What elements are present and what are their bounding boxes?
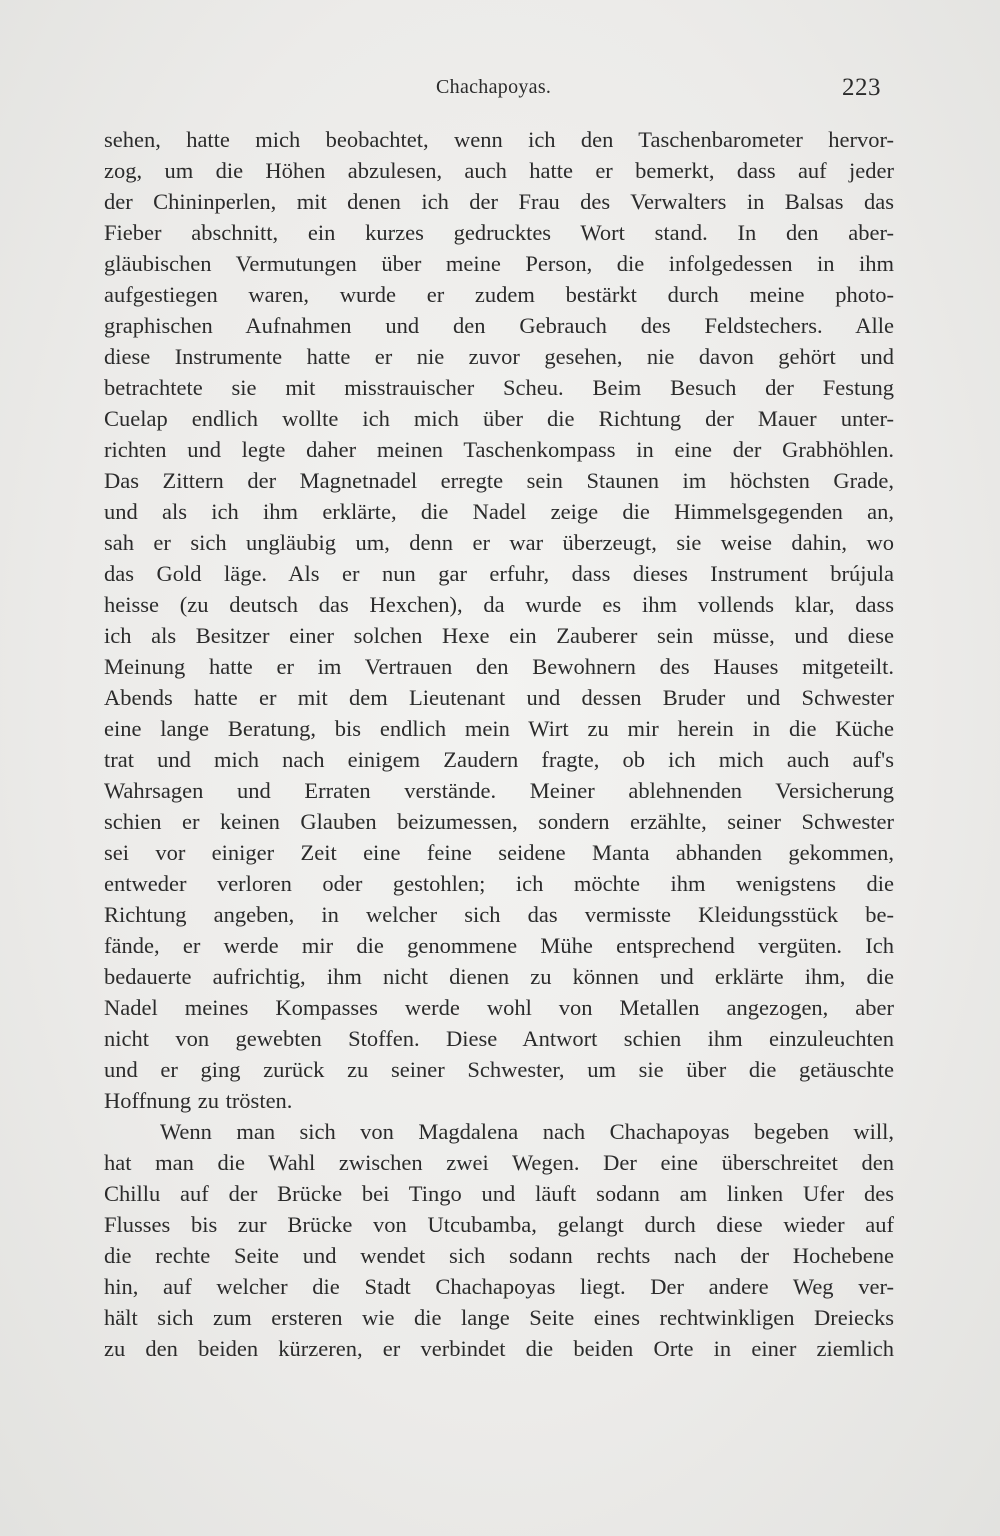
text-line: zog, um die Höhen abzulesen, auch hatte er bemerkt, dass auf jeder — [104, 158, 894, 183]
text-line: hält sich zum ersteren wie die lange Seite eines rechtwinkligen Dreiecks — [104, 1305, 894, 1330]
text-line: Nadel meines Kompasses werde wohl von Metallen angezogen, aber — [104, 995, 894, 1020]
text-line: eine lange Beratung, bis endlich mein Wirt zu mir herein in die Küche — [104, 716, 894, 741]
text-line: diese Instrumente hatte er nie zuvor gesehen, nie davon gehört und — [104, 344, 894, 369]
text-line: aufgestiegen waren, wurde er zudem bestärkt durch meine photo- — [104, 282, 894, 307]
text-line: das Gold läge. Als er nun gar erfuhr, dass dieses Instrument brújula — [104, 561, 894, 586]
text-line: entweder verloren oder gestohlen; ich möchte ihm wenigstens die — [104, 871, 894, 896]
text-line: nicht von gewebten Stoffen. Diese Antwort schien ihm einzuleuchten — [104, 1026, 894, 1051]
text-line: sei vor einiger Zeit eine feine seidene Manta abhanden gekommen, — [104, 840, 894, 865]
text-line: Chillu auf der Brücke bei Tingo und läuft sodann am linken Ufer des — [104, 1181, 894, 1206]
text-line: Meinung hatte er im Vertrauen den Bewohnern des Hauses mitgeteilt. — [104, 654, 894, 679]
text-line: hat man die Wahl zwischen zwei Wegen. Der eine überschreitet den — [104, 1150, 894, 1175]
text-line: die rechte Seite und wendet sich sodann rechts nach der Hochebene — [104, 1243, 894, 1268]
text-line: Abends hatte er mit dem Lieutenant und dessen Bruder und Schwester — [104, 685, 894, 710]
body-text — [104, 124, 894, 1364]
text-line: Richtung angeben, in welcher sich das vermisste Kleidungsstück be- — [104, 902, 894, 927]
text-line: der Chininperlen, mit denen ich der Frau des Verwalters in Balsas das — [104, 189, 894, 214]
text-line: und als ich ihm erklärte, die Nadel zeige die Himmelsgegenden an, — [104, 499, 894, 524]
text-line: graphischen Aufnahmen und den Gebrauch des Feldstechers. Alle — [104, 313, 894, 338]
text-line: Cuelap endlich wollte ich mich über die Richtung der Mauer unter- — [104, 406, 894, 431]
text-line: Das Zittern der Magnetnadel erregte sein Staunen im höchsten Grade, — [104, 468, 894, 493]
running-title: Chachapoyas. — [436, 76, 552, 98]
text-line: gläubischen Vermutungen über meine Person, die infolgedessen in ihm — [104, 251, 894, 276]
text-line: Fieber abschnitt, ein kurzes gedrucktes Wort stand. In den aber- — [104, 220, 894, 245]
text-line: trat und mich nach einigem Zaudern fragte, ob ich mich auch auf's — [104, 747, 894, 772]
page-number: 223 — [842, 74, 881, 101]
paragraph-end-line: Hoffnung zu trösten. — [104, 1088, 293, 1113]
text-line: zu den beiden kürzeren, er verbindet die beiden Orte in einer ziemlich — [104, 1336, 894, 1361]
text-line: fände, er werde mir die genommene Mühe entsprechend vergüten. Ich — [104, 933, 894, 958]
text-line: richten und legte daher meinen Taschenkompass in eine der Grabhöhlen. — [104, 437, 894, 462]
text-line: Wahrsagen und Erraten verstände. Meiner ablehnenden Versicherung — [104, 778, 894, 803]
text-line: ich als Besitzer einer solchen Hexe ein Zauberer sein müsse, und diese — [104, 623, 894, 648]
text-line: bedauerte aufrichtig, ihm nicht dienen zu können und erklärte ihm, die — [104, 964, 894, 989]
running-head — [0, 72, 1000, 108]
text-line: betrachtete sie mit misstrauischer Scheu. Beim Besuch der Festung — [104, 375, 894, 400]
text-line: sehen, hatte mich beobachtet, wenn ich den Taschenbarometer hervor- — [104, 127, 894, 152]
text-line: Flusses bis zur Brücke von Utcubamba, gelangt durch diese wieder auf — [104, 1212, 894, 1237]
text-line: und er ging zurück zu seiner Schwester, um sie über die getäuschte — [104, 1057, 894, 1082]
text-line: sah er sich ungläubig um, denn er war überzeugt, sie weise dahin, wo — [104, 530, 894, 555]
text-line: heisse (zu deutsch das Hexchen), da wurde es ihm vollends klar, dass — [104, 592, 894, 617]
paragraph-start-line: Wenn man sich von Magdalena nach Chachapoyas begeben will, — [160, 1119, 894, 1144]
text-line: schien er keinen Glauben beizumessen, sondern erzählte, seiner Schwester — [104, 809, 894, 834]
text-line: hin, auf welcher die Stadt Chachapoyas liegt. Der andere Weg ver- — [104, 1274, 894, 1299]
